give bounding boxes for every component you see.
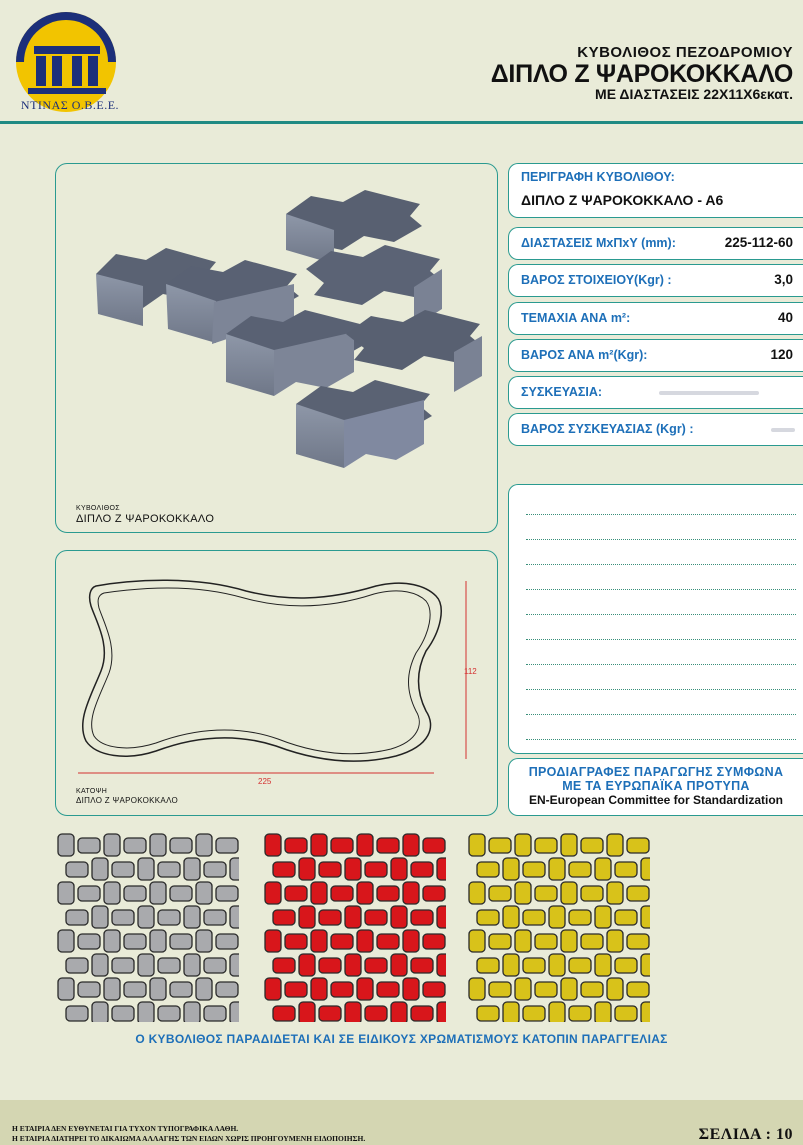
paver-tile bbox=[104, 834, 120, 856]
paver-tile bbox=[78, 934, 100, 949]
note-line bbox=[526, 564, 796, 565]
page-title: ΔΙΠΛΟ Ζ ΨΑΡΟΚΟΚΚΑΛΟ bbox=[490, 60, 793, 88]
disclaimer-line-1: Η ΕΤΑΙΡΙΑ ΔΕΝ ΕΥΘΥΝΕΤΑΙ ΓΙΑ ΤΥΧΟΝ ΤΥΠΟΓΡΑΦΙΚΑ ΛΑΘΗ. bbox=[12, 1124, 239, 1133]
paver-tile bbox=[150, 978, 166, 1000]
paver-tile bbox=[391, 1002, 407, 1022]
paver-tile bbox=[437, 906, 446, 928]
paver-tile bbox=[627, 934, 649, 949]
title-category: ΚΥΒΟΛΙΘΟΣ ΠΕΖΟΔΡΟΜΙΟΥ bbox=[577, 44, 793, 61]
paver-tile bbox=[365, 910, 387, 925]
plan-dim-width: 225 bbox=[258, 777, 272, 786]
note-line bbox=[526, 714, 796, 715]
paver-tile bbox=[216, 886, 238, 901]
paver-tile bbox=[469, 978, 485, 1000]
paver-tile bbox=[66, 1006, 88, 1021]
paver-tile bbox=[515, 834, 531, 856]
paver-tile bbox=[230, 1002, 239, 1022]
paver-tile bbox=[403, 930, 419, 952]
paver-tile bbox=[503, 906, 519, 928]
paver-tile bbox=[607, 834, 623, 856]
paver-tile bbox=[124, 982, 146, 997]
paver-tile bbox=[138, 954, 154, 976]
paver-tile bbox=[196, 978, 212, 1000]
paver-tile bbox=[489, 838, 511, 853]
specification-panel bbox=[508, 758, 803, 816]
paver-tile bbox=[423, 982, 445, 997]
packaging-label: ΣΥΣΚΕΥΑΣΙΑ: bbox=[521, 385, 603, 399]
paver-tile bbox=[607, 978, 623, 1000]
paver-tile bbox=[204, 862, 226, 877]
note-line bbox=[526, 614, 796, 615]
paver-tile bbox=[627, 982, 649, 997]
paver-tile bbox=[112, 958, 134, 973]
paver-tile bbox=[311, 834, 327, 856]
paver-tile bbox=[423, 934, 445, 949]
paver-tile bbox=[357, 882, 373, 904]
paver-tile bbox=[437, 858, 446, 880]
header-divider bbox=[0, 121, 803, 124]
paver-tile bbox=[216, 934, 238, 949]
paver-tile bbox=[561, 834, 577, 856]
note-line bbox=[526, 739, 796, 740]
paver-tile bbox=[319, 910, 341, 925]
paver-tile bbox=[515, 882, 531, 904]
paver-tile bbox=[549, 906, 565, 928]
paver-tile bbox=[66, 958, 88, 973]
paver-tile bbox=[595, 1002, 611, 1022]
paver-tile bbox=[403, 834, 419, 856]
paver-tile bbox=[365, 958, 387, 973]
paver-tile bbox=[158, 958, 180, 973]
paver-tile bbox=[204, 910, 226, 925]
paver-tile bbox=[170, 886, 192, 901]
paver-tile bbox=[535, 886, 557, 901]
note-line bbox=[526, 689, 796, 690]
paver-tile bbox=[581, 886, 603, 901]
paver-tile bbox=[158, 862, 180, 877]
paver-tile bbox=[423, 838, 445, 853]
paver-tile bbox=[365, 862, 387, 877]
paver-tile bbox=[489, 886, 511, 901]
page-number: ΣΕΛΙΔΑ : 10 bbox=[698, 1126, 793, 1143]
title-dimensions: ΜΕ ΔΙΑΣΤΑΣΕΙΣ 22Χ11Χ6εκατ. bbox=[595, 86, 793, 102]
paver-tile bbox=[523, 910, 545, 925]
paver-tile bbox=[230, 954, 239, 976]
paver-tile bbox=[311, 978, 327, 1000]
paver-tile bbox=[104, 930, 120, 952]
paver-tile bbox=[535, 934, 557, 949]
paver-tile bbox=[357, 834, 373, 856]
paver-tile bbox=[299, 954, 315, 976]
paver-tile bbox=[503, 1002, 519, 1022]
photo-caption-small: ΚΥΒΟΛΙΘΟΣ bbox=[76, 505, 120, 512]
paver-tile bbox=[124, 886, 146, 901]
paver-tile bbox=[299, 906, 315, 928]
paver-tile bbox=[581, 982, 603, 997]
paver-tile bbox=[523, 862, 545, 877]
paver-tile bbox=[170, 838, 192, 853]
paver-tile bbox=[285, 838, 307, 853]
notes-panel bbox=[508, 484, 803, 754]
paver-tile bbox=[515, 930, 531, 952]
spec-line-1: ΠΡΟΔΙΑΓΡΑΦΕΣ ΠΑΡΑΓΩΓΗΣ ΣΥΜΦΩΝΑ bbox=[528, 765, 784, 779]
paver-tile bbox=[311, 930, 327, 952]
paver-tile bbox=[158, 910, 180, 925]
paver-tile bbox=[299, 858, 315, 880]
paver-tile bbox=[411, 1006, 433, 1021]
paver-tile bbox=[92, 858, 108, 880]
paver-tile bbox=[285, 934, 307, 949]
paver-tile bbox=[138, 906, 154, 928]
paver-tile bbox=[273, 910, 295, 925]
paver-tile bbox=[365, 1006, 387, 1021]
pieces-label: ΤΕΜΑΧΙΑ ΑΝΑ m²: bbox=[521, 311, 631, 325]
paver-render-image bbox=[56, 174, 496, 504]
info-row-description bbox=[508, 163, 803, 218]
paver-tile bbox=[66, 910, 88, 925]
paver-tile bbox=[170, 934, 192, 949]
plan-caption-small: ΚΑΤΟΨΗ bbox=[76, 788, 108, 795]
paver-tile bbox=[319, 862, 341, 877]
paver-tile bbox=[641, 906, 650, 928]
packaging-weight-label: ΒΑΡΟΣ ΣΥΣΚΕΥΑΣΙΑΣ (Kgr) : bbox=[521, 422, 694, 436]
paver-tile bbox=[391, 906, 407, 928]
paver-tile bbox=[230, 906, 239, 928]
paver-tile bbox=[615, 862, 637, 877]
weight-per-m2-value: 120 bbox=[770, 347, 793, 362]
info-row-packaging bbox=[508, 376, 803, 409]
paver-tile bbox=[377, 934, 399, 949]
paver-tile bbox=[607, 882, 623, 904]
paver-tile bbox=[265, 882, 281, 904]
paver-tile bbox=[345, 1002, 361, 1022]
paver-tile bbox=[469, 930, 485, 952]
paver-tile bbox=[477, 862, 499, 877]
note-line bbox=[526, 539, 796, 540]
photo-caption-main: ΔΙΠΛΟ Ζ ΨΑΡΟΚΟΚΚΑΛΟ bbox=[76, 513, 215, 525]
paver-tile bbox=[150, 834, 166, 856]
pieces-value: 40 bbox=[777, 310, 793, 325]
weight-per-m2-label: ΒΑΡΟΣ ΑΝΑ m²(Kgr): bbox=[521, 348, 648, 362]
paver-tile bbox=[92, 1002, 108, 1022]
paver-tile bbox=[58, 978, 74, 1000]
paver-tile bbox=[112, 862, 134, 877]
spec-line-3: EN-European Committee for Standardization bbox=[528, 793, 784, 807]
paver-tile bbox=[78, 886, 100, 901]
paver-tile bbox=[196, 834, 212, 856]
plan-drawing bbox=[56, 561, 496, 791]
paver-tile bbox=[184, 858, 200, 880]
paver-tile bbox=[569, 862, 591, 877]
paver-tile bbox=[150, 882, 166, 904]
paver-tile bbox=[285, 886, 307, 901]
paver-tile bbox=[437, 1002, 446, 1022]
paver-tile bbox=[561, 930, 577, 952]
disclaimer-line-2: Η ΕΤΑΙΡΙΑ ΔΙΑΤΗΡΕΙ ΤΟ ΔΙΚΑΙΩΜΑ ΑΛΛΑΓΗΣ ΤΩΝ ΕΙΔΩΝ ΧΩΡΙΣ ΠΡΟΗΓΟΥΜΕΝΗ ΕΙΔΟΠΟΙΗΣΗ. bbox=[12, 1134, 366, 1143]
paver-tile bbox=[150, 930, 166, 952]
paver-tile bbox=[104, 882, 120, 904]
paver-tile bbox=[477, 958, 499, 973]
note-line bbox=[526, 664, 796, 665]
paver-tile bbox=[311, 882, 327, 904]
paver-tile bbox=[58, 882, 74, 904]
description-label: ΠΕΡΙΓΡΑΦΗ ΚΥΒΟΛΙΘΟΥ: bbox=[521, 170, 675, 184]
paver-tile bbox=[265, 930, 281, 952]
dimensions-value: 225-112-60 bbox=[724, 235, 793, 250]
paver-tile bbox=[78, 838, 100, 853]
paver-tile bbox=[216, 838, 238, 853]
info-row-dimensions bbox=[508, 227, 803, 260]
paver-tile bbox=[503, 858, 519, 880]
paver-tile bbox=[196, 882, 212, 904]
spec-line-2: ΜΕ ΤΑ ΕΥΡΩΠΑΪΚΑ ΠΡΟΤΥΠΑ bbox=[562, 779, 750, 793]
paver-tile bbox=[273, 958, 295, 973]
paver-tile bbox=[477, 1006, 499, 1021]
note-line bbox=[526, 589, 796, 590]
paver-tile bbox=[627, 838, 649, 853]
paver-tile bbox=[78, 982, 100, 997]
product-photo-panel bbox=[55, 163, 498, 533]
note-line bbox=[526, 639, 796, 640]
paver-tile bbox=[170, 982, 192, 997]
paver-tile bbox=[319, 1006, 341, 1021]
info-row-weight bbox=[508, 264, 803, 297]
paver-tile bbox=[331, 838, 353, 853]
packaging-value-blank bbox=[659, 391, 759, 395]
paver-tile bbox=[331, 886, 353, 901]
paver-tile bbox=[411, 910, 433, 925]
description-value: ΔΙΠΛΟ Ζ ΨΑΡΟΚΟΚΚΑΛΟ - Α6 bbox=[521, 192, 724, 208]
paver-tile bbox=[285, 982, 307, 997]
paver-tile bbox=[331, 934, 353, 949]
paver-tile bbox=[569, 958, 591, 973]
paver-tile bbox=[184, 906, 200, 928]
paver-tile bbox=[469, 882, 485, 904]
paver-tile bbox=[515, 978, 531, 1000]
paver-tile bbox=[615, 910, 637, 925]
paver-tile bbox=[535, 982, 557, 997]
paver-tile bbox=[581, 934, 603, 949]
paver-tile bbox=[104, 978, 120, 1000]
paver-tile bbox=[615, 958, 637, 973]
paver-tile bbox=[569, 910, 591, 925]
paver-tile bbox=[184, 954, 200, 976]
paver-tile bbox=[403, 882, 419, 904]
paver-tile bbox=[607, 930, 623, 952]
paver-tile bbox=[92, 906, 108, 928]
paver-tile bbox=[204, 958, 226, 973]
paver-tile bbox=[265, 834, 281, 856]
paver-tile bbox=[216, 982, 238, 997]
plan-caption-main: ΔΙΠΛΟ Ζ ΨΑΡΟΚΟΚΚΑΛΟ bbox=[76, 796, 179, 805]
info-row-packaging-weight bbox=[508, 413, 803, 446]
paver-tile bbox=[357, 930, 373, 952]
paver-tile bbox=[184, 1002, 200, 1022]
paver-tile bbox=[411, 862, 433, 877]
paver-tile bbox=[523, 958, 545, 973]
footer bbox=[0, 1100, 803, 1145]
paver-tile bbox=[549, 858, 565, 880]
paver-tile bbox=[58, 834, 74, 856]
paver-tile bbox=[299, 1002, 315, 1022]
paver-tile bbox=[319, 958, 341, 973]
plan-view-panel bbox=[55, 550, 498, 816]
paver-tile bbox=[569, 1006, 591, 1021]
paver-tile bbox=[345, 858, 361, 880]
paver-tile bbox=[377, 982, 399, 997]
info-row-weight-per-m2 bbox=[508, 339, 803, 372]
paver-tile bbox=[331, 982, 353, 997]
paver-tile bbox=[437, 954, 446, 976]
paver-tile bbox=[345, 954, 361, 976]
special-colors-note: Ο ΚΥΒΟΛΙΘΟΣ ΠΑΡΑΔΙΔΕΤΑΙ ΚΑΙ ΣΕ ΕΙΔΙΚΟΥΣ ΧΡΩΜΑΤΙΣΜΟΥΣ ΚΑΤΟΠΙΝ ΠΑΡΑΓΓΕΛΙΑΣ bbox=[135, 1032, 668, 1046]
paver-tile bbox=[377, 838, 399, 853]
weight-label: ΒΑΡΟΣ ΣΤΟΙΧΕΙΟΥ(Kgr) : bbox=[521, 273, 672, 287]
paver-tile bbox=[377, 886, 399, 901]
paver-tile bbox=[411, 958, 433, 973]
paver-tile bbox=[391, 954, 407, 976]
swatch-yellow-pattern bbox=[466, 816, 650, 1022]
paver-tile bbox=[357, 978, 373, 1000]
paver-tile bbox=[265, 978, 281, 1000]
plan-dim-height: 112 bbox=[464, 667, 477, 676]
packaging-weight-value-blank bbox=[771, 428, 795, 432]
paver-tile bbox=[503, 954, 519, 976]
paver-tile bbox=[273, 1006, 295, 1021]
paver-tile bbox=[204, 1006, 226, 1021]
paver-tile bbox=[112, 910, 134, 925]
paver-tile bbox=[273, 862, 295, 877]
paver-tile bbox=[523, 1006, 545, 1021]
paver-tile bbox=[627, 886, 649, 901]
paver-tile bbox=[138, 858, 154, 880]
paver-tile bbox=[595, 954, 611, 976]
paver-tile bbox=[561, 882, 577, 904]
paver-tile bbox=[124, 934, 146, 949]
paver-tile bbox=[641, 954, 650, 976]
paver-tile bbox=[345, 906, 361, 928]
dimensions-label: ΔΙΑΣΤΑΣΕΙΣ ΜxΠxΥ (mm): bbox=[521, 236, 676, 250]
paver-tile bbox=[112, 1006, 134, 1021]
paver-tile bbox=[489, 982, 511, 997]
paver-tile bbox=[469, 834, 485, 856]
info-row-pieces bbox=[508, 302, 803, 335]
weight-value: 3,0 bbox=[774, 272, 793, 287]
paver-tile bbox=[641, 1002, 650, 1022]
paver-tile bbox=[196, 930, 212, 952]
paver-tile bbox=[58, 930, 74, 952]
note-line bbox=[526, 514, 796, 515]
paver-tile bbox=[615, 1006, 637, 1021]
company-name: ΝΤΙΝΑΣ Ο.Β.Ε.Ε. bbox=[20, 98, 120, 112]
paver-tile bbox=[391, 858, 407, 880]
paver-tile bbox=[124, 838, 146, 853]
paver-tile bbox=[561, 978, 577, 1000]
paver-tile bbox=[595, 858, 611, 880]
swatch-red-pattern bbox=[262, 816, 446, 1022]
paver-tile bbox=[595, 906, 611, 928]
paver-tile bbox=[66, 862, 88, 877]
paver-tile bbox=[477, 910, 499, 925]
paver-tile bbox=[403, 978, 419, 1000]
title-block bbox=[491, 44, 793, 102]
paver-tile bbox=[138, 1002, 154, 1022]
paver-tile bbox=[641, 858, 650, 880]
paver-tile bbox=[549, 1002, 565, 1022]
paver-tile bbox=[158, 1006, 180, 1021]
paver-tile bbox=[230, 858, 239, 880]
paver-tile bbox=[581, 838, 603, 853]
swatch-grey-pattern bbox=[55, 816, 239, 1022]
paver-tile bbox=[535, 838, 557, 853]
paver-tile bbox=[423, 886, 445, 901]
paver-tile bbox=[549, 954, 565, 976]
paver-tile bbox=[92, 954, 108, 976]
paver-tile bbox=[489, 934, 511, 949]
